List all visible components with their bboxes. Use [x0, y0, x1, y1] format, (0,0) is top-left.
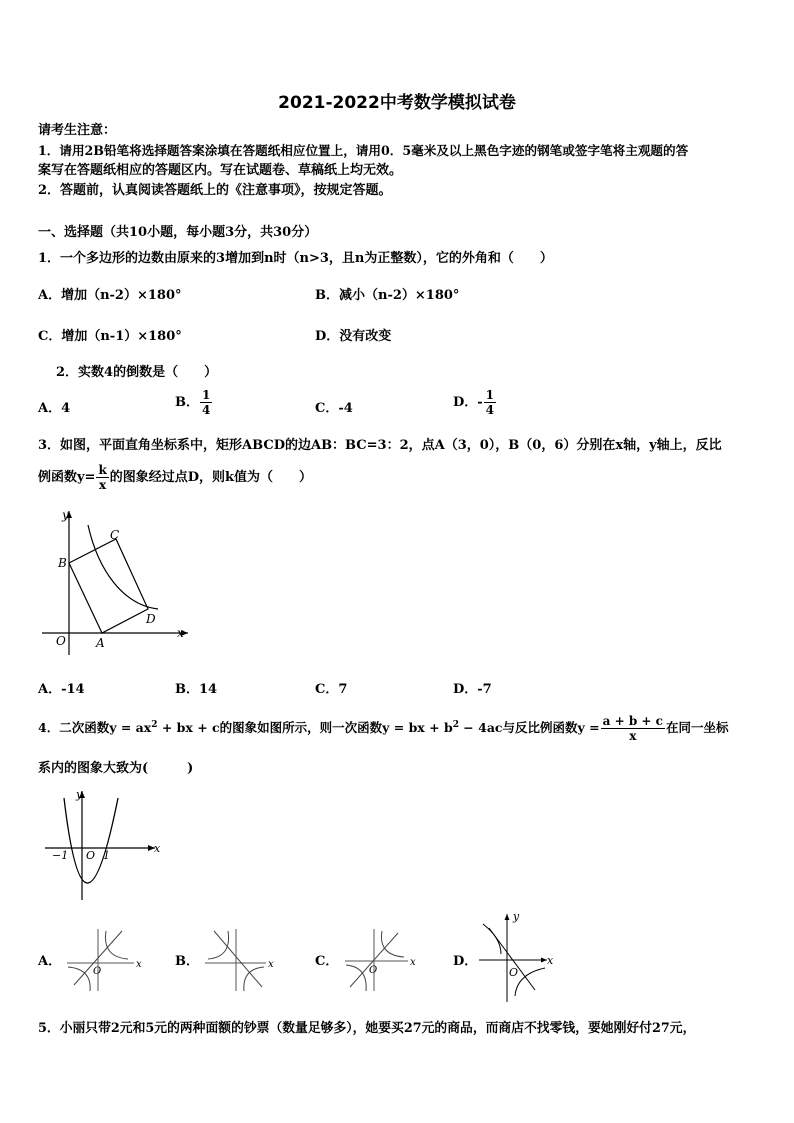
q3-label-o: O: [56, 634, 66, 648]
q4-c-label-x: x: [410, 957, 416, 968]
q3-hyperbola: [88, 525, 158, 609]
q3-label-y: y: [62, 508, 69, 522]
q4-b-label-x: x: [268, 959, 274, 970]
q3-fraction-denominator: x: [99, 478, 107, 492]
q3-stem-prefix: 例函数y=: [38, 470, 96, 485]
q3-stem-line-1: 3．如图，平面直角坐标系中，矩形ABCD的边AB：BC=3：2，点A（3，0），B（0，6）分别在x轴，y轴上，反比: [38, 438, 722, 453]
q3-figure: [38, 505, 198, 660]
q4-label-minus-one: −1: [52, 849, 69, 862]
q2-option-c: C．-4: [315, 401, 353, 416]
notice-line-3: 2．答题前，认真阅读答题纸上的《注意事项》，按规定答题。: [38, 183, 392, 198]
q4-b-hyperbola-branch-2: [244, 967, 264, 991]
q4-stem-fraction: [601, 714, 665, 743]
q4-label-x: x: [154, 842, 161, 855]
notice-heading: 请考生注意：: [38, 123, 117, 138]
q4-a-label-x: x: [136, 959, 142, 970]
q2-stem: 2．实数4的倒数是（ ）: [56, 365, 218, 380]
q3-option-c: C．7: [315, 682, 348, 697]
q3-option-d: D．-7: [453, 682, 492, 697]
q4-option-a-graph: [62, 925, 142, 995]
q2-option-d: [453, 388, 497, 417]
q3-label-b: B: [58, 556, 67, 570]
q2-option-b-fraction: [200, 388, 212, 417]
q1-option-a: A．增加（n-2）×180°: [38, 288, 182, 303]
q4-a-label-o: O: [93, 966, 102, 977]
q4-d-hyperbola-branch-1: [483, 924, 501, 954]
q4-c-hyperbola-branch-1: [381, 931, 404, 957]
q4-stem-part-2: + bx + c的图象如图所示，则一次函数y = bx + b: [157, 720, 453, 735]
q4-c-label-o: O: [369, 965, 378, 976]
q4-c-hyperbola-branch-2: [346, 965, 366, 991]
q4-stem-line-2: 系内的图象大致为( ): [38, 761, 194, 776]
q4-d-hyperbola-branch-2: [515, 968, 545, 996]
q4-parabola-figure: [40, 788, 170, 903]
q2-option-b: [175, 388, 213, 417]
q3-stem-line-2: [38, 463, 312, 492]
q4-fraction-numerator: a + b + c: [602, 714, 663, 728]
q3-rectangle: [69, 539, 148, 633]
q2-option-a: A．4: [38, 401, 71, 416]
q2-d-numerator: 1: [485, 388, 495, 402]
q3-label-x: x: [177, 626, 184, 640]
q4-option-d-graph: [475, 910, 560, 1005]
q4-label-one: 1: [103, 849, 110, 862]
q4-stem-part-3: − 4ac与反比例函数y =: [458, 720, 600, 735]
page-title: 2021-2022中考数学模拟试卷: [278, 93, 516, 113]
q4-label-y: y: [76, 788, 83, 801]
q3-fraction-numerator: k: [98, 463, 107, 477]
q4-option-c: C．: [315, 954, 339, 969]
q4-stem-line-1: [38, 714, 728, 743]
q2-b-numerator: 1: [202, 388, 211, 402]
notice-line-1: 1．请用2B铅笔将选择题答案涂填在答题纸相应位置上，请用0．5毫米及以上黑色字迹的钢笔或签字笔将主观题的答: [38, 143, 689, 158]
q5-stem: 5．小丽只带2元和5元的两种面额的钞票（数量足够多），她要买27元的商品，而商店不找零钱，要她刚好付27元，: [38, 1021, 696, 1036]
q4-d-label-y: y: [513, 910, 520, 923]
q4-d-label-x: x: [547, 954, 554, 967]
q4-stem-sup-2: 2: [452, 719, 459, 730]
q4-option-a: A．: [38, 954, 62, 969]
q4-parabola: [64, 798, 118, 883]
q3-option-a: A．-14: [38, 682, 85, 697]
q4-d-y-arrow: [505, 914, 510, 920]
q4-stem-part-4: 在同一坐标: [665, 720, 729, 735]
q1-stem: 1．一个多边形的边数由原来的3增加到n时（n>3，且n为正整数），它的外角和（ ）: [38, 251, 553, 266]
q4-option-b: B．: [175, 954, 199, 969]
q4-label-o: O: [86, 849, 96, 862]
q2-option-d-label: D．-: [453, 395, 483, 410]
q2-option-b-label: B．: [175, 395, 199, 410]
q3-label-c: C: [110, 528, 120, 542]
q1-option-c: C．增加（n-1）×180°: [38, 329, 182, 344]
section-heading: 一、选择题（共10小题，每小题3分，共30分）: [38, 225, 318, 240]
q1-option-b: B．减小（n-2）×180°: [315, 288, 460, 303]
q1-option-d: D．没有改变: [315, 329, 392, 344]
q4-option-b-graph: [200, 925, 280, 995]
notice-line-2: 案写在答题纸相应的答题区内。写在试题卷、草稿纸上均无效。: [38, 163, 403, 178]
q2-option-d-fraction: [484, 388, 496, 417]
q4-option-d: D．: [453, 954, 478, 969]
q4-b-line: [214, 931, 262, 987]
q2-d-denominator: 4: [485, 403, 495, 417]
q4-d-label-o: O: [509, 966, 519, 979]
q3-label-d: D: [146, 612, 156, 626]
q4-fraction-denominator: x: [629, 729, 637, 743]
q4-a-hyperbola-branch-1: [105, 931, 128, 959]
q3-stem-suffix: 的图象经过点D，则k值为（ ）: [109, 470, 313, 485]
q2-b-denominator: 4: [202, 403, 211, 417]
q3-option-b: B．14: [175, 682, 218, 697]
q4-option-c-graph: [340, 925, 420, 995]
q3-label-a: A: [96, 636, 105, 650]
q4-stem-part-1: 4．二次函数y = ax: [38, 720, 152, 735]
q3-stem-fraction: [96, 463, 108, 492]
q4-stem-sup-1: 2: [151, 719, 158, 730]
